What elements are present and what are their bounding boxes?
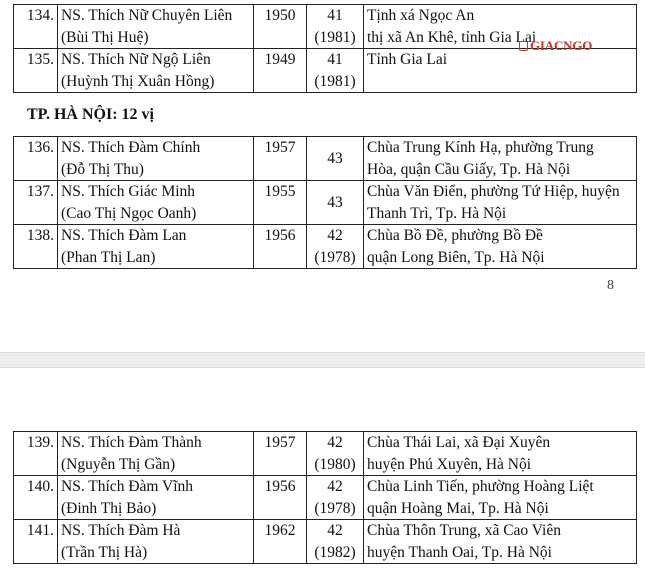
birth-year: 1956 [254, 476, 307, 520]
name-cell [58, 225, 254, 269]
row-number: 136. [14, 137, 58, 181]
name-cell [58, 476, 254, 520]
location-line-2: Thanh Trì, Tp. Hà Nội [367, 204, 507, 222]
name-cell [58, 5, 254, 49]
age-value: 42 [327, 434, 343, 451]
row-number: 138. [14, 225, 58, 269]
table-row [14, 181, 637, 225]
giacngo-watermark [519, 38, 592, 54]
age-cell [307, 225, 364, 269]
birth-name: (Nguyễn Thị Gần) [61, 455, 176, 473]
birth-name: (Trần Thị Hà) [61, 543, 148, 561]
age-cell [307, 520, 364, 564]
age-cell [307, 476, 364, 520]
birth-name: (Phan Thị Lan) [61, 248, 156, 266]
name-cell [58, 137, 254, 181]
location-cell [364, 137, 637, 181]
age-value: 42 [327, 227, 343, 244]
location-line-2: quận Hoàng Mai, Tp. Hà Nội [367, 499, 549, 517]
birth-year: 1950 [254, 5, 307, 49]
location-cell [364, 520, 637, 564]
age-cell [307, 137, 364, 181]
age-cell [307, 49, 364, 93]
dharma-name: NS. Thích Đàm Chính [61, 139, 201, 156]
page-number: 8 [607, 278, 614, 293]
birth-year: 1949 [254, 49, 307, 93]
row-number: 141. [14, 520, 58, 564]
ordination-year: (1978) [314, 248, 356, 266]
page-separator [0, 352, 645, 368]
birth-year: 1962 [254, 520, 307, 564]
age-value: 43 [327, 193, 343, 211]
table-row [14, 432, 637, 476]
location-line-2 [367, 71, 633, 93]
watermark-text: GIACNGO [530, 38, 593, 53]
age-value: 42 [327, 478, 343, 495]
location-line-1: Chùa Văn Điển, phường Tứ Hiệp, huyện [367, 183, 620, 200]
location-line-2: Hòa, quận Cầu Giấy, Tp. Hà Nội [367, 160, 571, 178]
location-line-1: Chùa Trung Kính Hạ, phường Trung [367, 139, 594, 156]
location-cell [364, 476, 637, 520]
age-cell [307, 181, 364, 225]
birth-year: 1955 [254, 181, 307, 225]
birth-year: 1957 [254, 137, 307, 181]
age-value: 42 [327, 522, 343, 539]
location-cell [364, 432, 637, 476]
table-row [14, 520, 637, 564]
birth-name: (Đinh Thị Bảo) [61, 499, 157, 517]
birth-year: 1956 [254, 225, 307, 269]
dharma-name: NS. Thích Đàm Hà [61, 522, 181, 539]
ordination-year: (1982) [314, 543, 356, 561]
location-line-2: thị xã An Khê, tỉnh Gia Lai [367, 28, 537, 46]
document-page-2 [0, 368, 645, 568]
location-line-2: quận Long Biên, Tp. Hà Nội [367, 248, 545, 266]
section-heading: TP. HÀ NỘI: 12 vị [27, 106, 154, 123]
row-number: 135. [14, 49, 58, 93]
row-number: 137. [14, 181, 58, 225]
location-line-1: Chùa Thái Lai, xã Đại Xuyên [367, 434, 551, 451]
age-value: 41 [327, 7, 343, 24]
birth-name: (Cao Thị Ngọc Oanh) [61, 204, 197, 222]
age-value: 43 [327, 149, 343, 167]
ordination-year: (1981) [314, 28, 356, 46]
age-cell [307, 5, 364, 49]
dharma-name: NS. Thích Giác Minh [61, 183, 196, 200]
monk-table-continued [13, 431, 637, 564]
table-row [14, 137, 637, 181]
age-cell [307, 432, 364, 476]
location-line-1: Tịnh xá Ngọc An [367, 7, 475, 24]
row-number: 134. [14, 5, 58, 49]
dharma-name: NS. Thích Đàm Vĩnh [61, 478, 194, 495]
row-number: 140. [14, 476, 58, 520]
name-cell [58, 432, 254, 476]
table-row [14, 476, 637, 520]
location-line-2: huyện Thanh Oai, Tp. Hà Nội [367, 543, 552, 561]
name-cell [58, 520, 254, 564]
name-cell [58, 181, 254, 225]
name-cell [58, 49, 254, 93]
location-line-1: Chùa Thôn Trung, xã Cao Viên [367, 522, 561, 539]
location-line-1: Chùa Bồ Đề, phường Bồ Đề [367, 227, 543, 244]
dharma-name: NS. Thích Nữ Chuyên Liên [61, 7, 233, 24]
age-value: 41 [327, 51, 343, 68]
table-row [14, 49, 637, 93]
birth-year: 1957 [254, 432, 307, 476]
birth-name: (Đỗ Thị Thu) [61, 160, 144, 178]
location-cell [364, 5, 637, 49]
dharma-name: NS. Thích Đàm Thành [61, 434, 202, 451]
birth-name: (Huỳnh Thị Xuân Hồng) [61, 72, 215, 90]
location-line-2: huyện Phú Xuyên, Hà Nội [367, 455, 532, 473]
location-cell [364, 225, 637, 269]
ordination-year: (1978) [314, 499, 356, 517]
location-line-1: Chùa Linh Tiến, phường Hoàng Liệt [367, 478, 594, 495]
watermark-logo-icon [519, 41, 528, 51]
dharma-name: NS. Thích Đàm Lan [61, 227, 187, 244]
location-cell [364, 181, 637, 225]
monk-table-ha-noi [13, 136, 637, 269]
birth-name: (Bùi Thị Huệ) [61, 28, 149, 46]
location-line-1: Tỉnh Gia Lai [367, 51, 448, 68]
ordination-year: (1981) [314, 72, 356, 90]
dharma-name: NS. Thích Nữ Ngộ Liên [61, 51, 211, 68]
location-cell [364, 49, 637, 93]
row-number: 139. [14, 432, 58, 476]
ordination-year: (1980) [314, 455, 356, 473]
table-row [14, 225, 637, 269]
